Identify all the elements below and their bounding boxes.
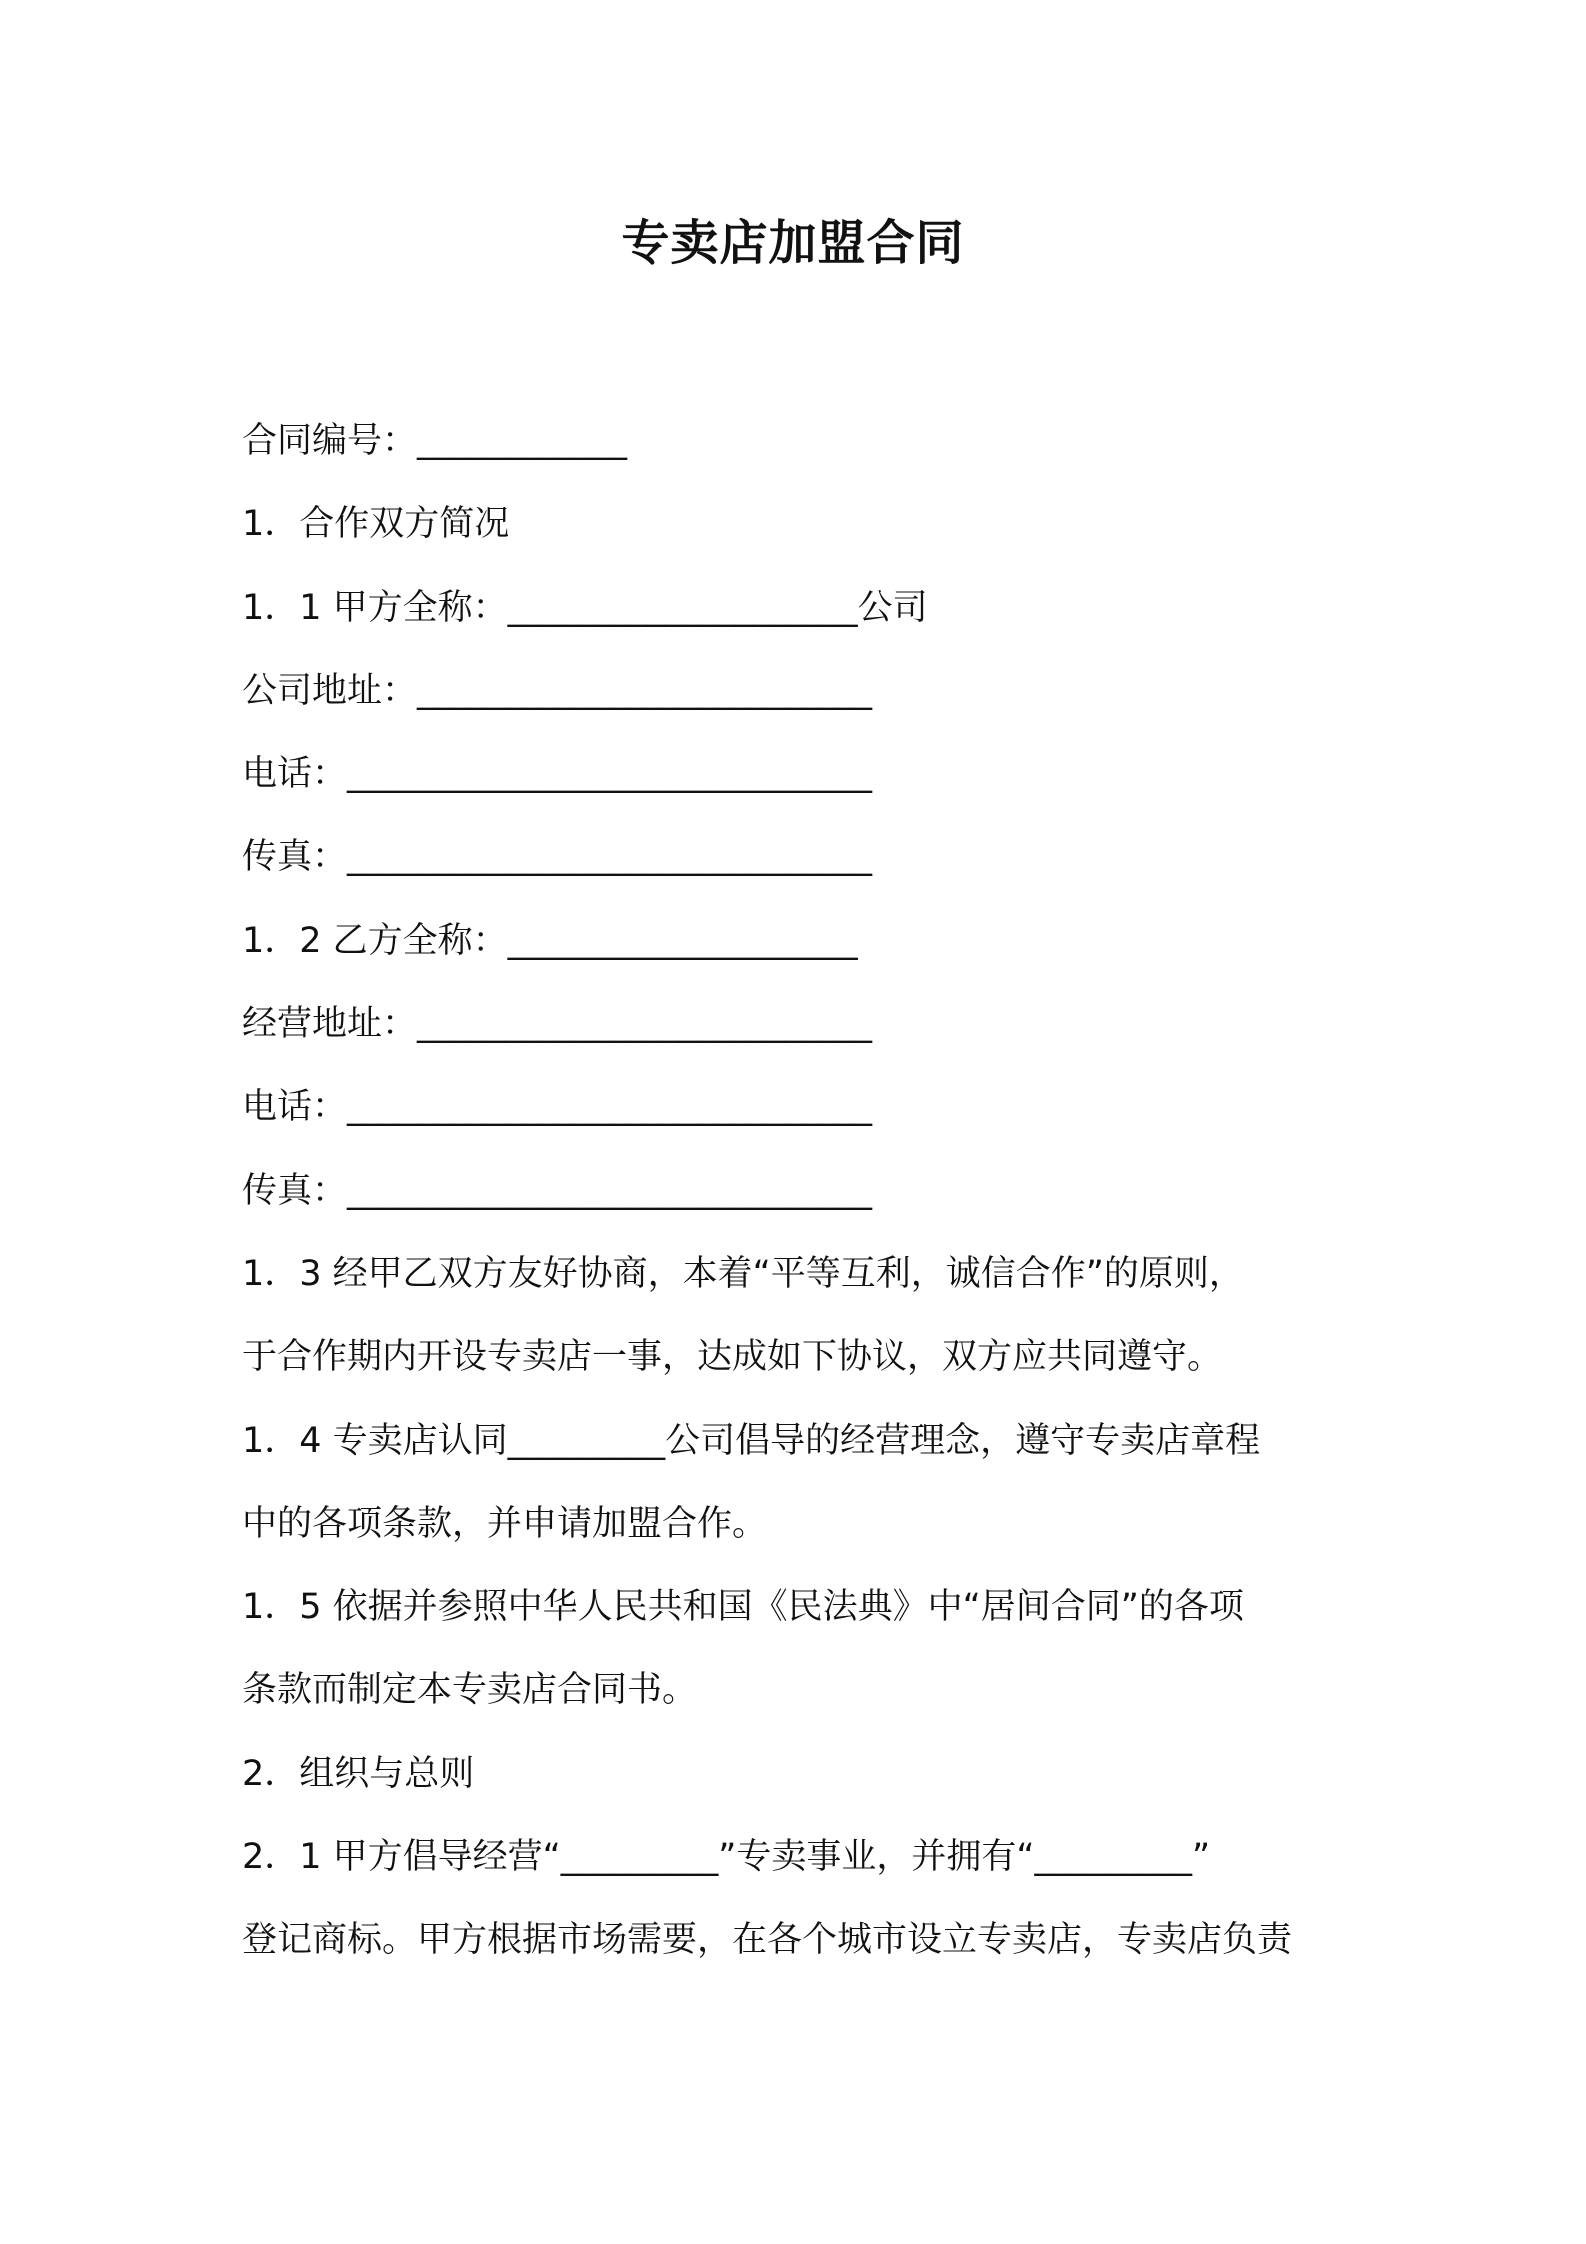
document-title: 专卖店加盟合同 <box>621 215 965 271</box>
party-b-fax-line: 传真：______________________________ <box>242 1170 873 1211</box>
party-b-address-line: 经营地址：__________________________ <box>242 1004 873 1045</box>
clause-1-4-line-2: 中的各项条款，并申请加盟合作。 <box>242 1503 768 1544</box>
party-a-fax-line: 传真：______________________________ <box>242 837 873 878</box>
party-a-phone-line: 电话：______________________________ <box>242 754 873 795</box>
clause-1-5-line-2: 条款而制定本专卖店合同书。 <box>242 1670 698 1711</box>
party-b-name-line: 1．2 乙方全称：____________________ <box>242 920 858 961</box>
section-2-heading: 2．组织与总则 <box>242 1753 475 1794</box>
clause-1-5-line-1: 1．5 依据并参照中华人民共和国《民法典》中“居间合同”的各项 <box>242 1587 1244 1628</box>
contract-body <box>242 400 1362 1983</box>
clause-2-1-line-1: 2．1 甲方倡导经营“_________”专卖事业，并拥有“_________” <box>242 1837 1211 1878</box>
clause-1-4-line-1: 1．4 专卖店认同_________公司倡导的经营理念，遵守专卖店章程 <box>242 1420 1261 1461</box>
party-b-phone-line: 电话：______________________________ <box>242 1087 873 1128</box>
clause-1-3-line-1: 1．3 经甲乙双方友好协商，本着“平等互利，诚信合作”的原则， <box>242 1253 1244 1294</box>
party-a-name-line: 1．1 甲方全称：____________________公司 <box>242 587 928 628</box>
clause-1-3-line-2: 于合作期内开设专卖店一事，达成如下协议，双方应共同遵守。 <box>242 1337 1223 1378</box>
clause-2-1-line-2: 登记商标。甲方根据市场需要，在各个城市设立专卖店，专卖店负责 <box>242 1920 1293 1961</box>
contract-number-line: 合同编号：____________ <box>242 421 628 461</box>
party-a-address-line: 公司地址：__________________________ <box>242 670 873 711</box>
section-1-heading: 1．合作双方简况 <box>242 504 510 545</box>
